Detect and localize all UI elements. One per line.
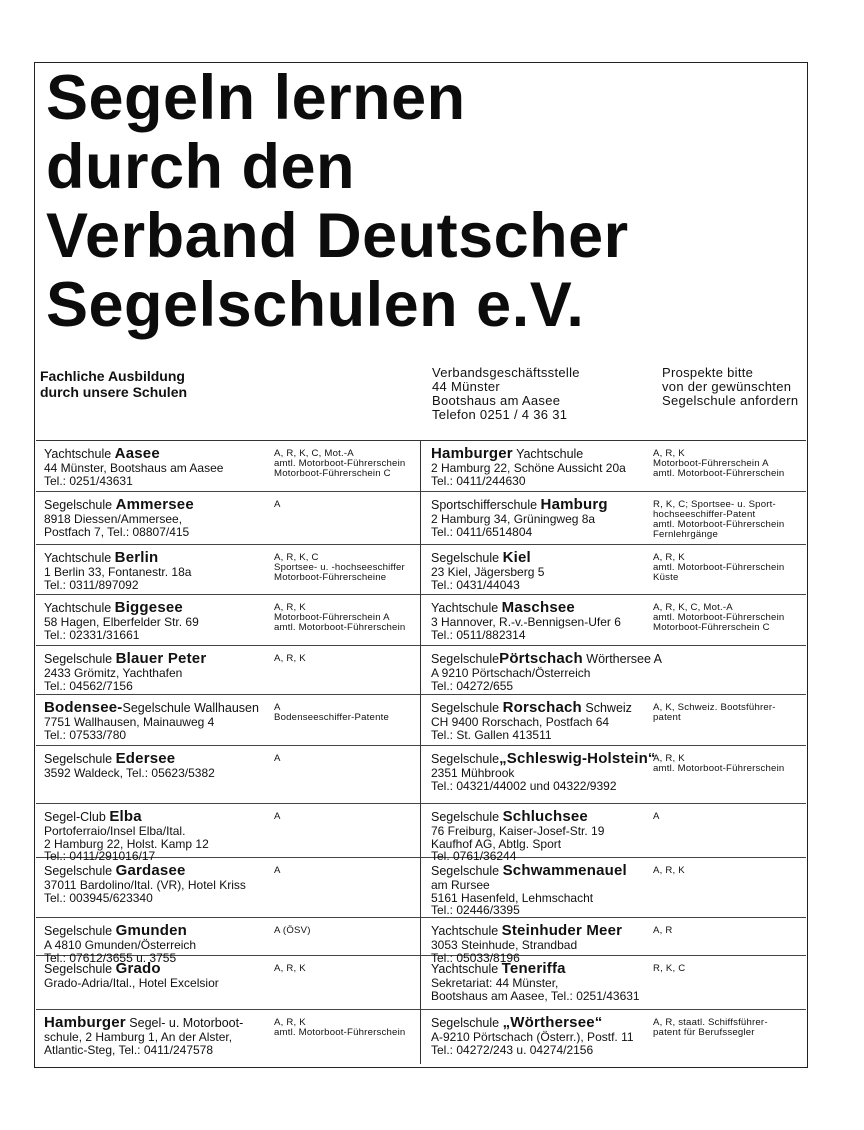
school-title-prefix: Segelschule [431, 810, 503, 824]
school-address-line: Tel.: 0311/897092 [44, 577, 139, 592]
school-title-suffix: Yachtschule [512, 447, 584, 461]
school-address-line: Bootshaus am Aasee, Tel.: 0251/43631 [431, 988, 640, 1003]
school-qualifications [653, 553, 799, 583]
school-title [431, 650, 663, 667]
school-title-prefix: Yachtschule [44, 551, 115, 565]
school-title-prefix: Yachtschule [431, 962, 502, 976]
school-qualifications [653, 812, 799, 822]
school-address-line: Tel.: 04272/655 [431, 678, 514, 693]
school-address-line: Tel.: 0411/244630 [431, 473, 526, 488]
qualification-line: A, K, Schweiz. Bootsführer- [653, 702, 776, 713]
school-address-line: 58 Hagen, Elberfelder Str. 69 [44, 615, 199, 629]
school-title [44, 446, 274, 462]
qualification-line: A, R, K, C, Mot.-A [653, 602, 733, 613]
school-info [431, 446, 659, 487]
school-title [431, 961, 659, 977]
school-info [44, 961, 274, 990]
school-qualifications [653, 866, 799, 876]
training-note-line: durch unsere Schulen [40, 384, 188, 400]
school-title-suffix: Segelschule Wallhausen [122, 701, 259, 715]
school-info [44, 751, 274, 780]
school-address-line: 2 Hamburg 22, Schöne Aussicht 20a [431, 461, 626, 475]
school-info [431, 497, 659, 538]
school-address-line: 2 Hamburg 34, Grüningweg 8a [431, 512, 596, 526]
school-info [44, 863, 274, 904]
school-title [44, 700, 274, 716]
school-entry [36, 956, 421, 1010]
school-title [44, 600, 274, 616]
brochure-note-line: von der gewünschten [662, 379, 792, 394]
school-address-line: Tel.: St. Gallen 413511 [431, 727, 552, 742]
office-address-line: Bootshaus am Aasee [432, 393, 561, 408]
school-info [431, 1015, 659, 1056]
school-address-line: Portoferraio/Insel Elba/Ital. [44, 824, 186, 838]
school-address-line: Tel.: 07612/3655 u. 3755 [44, 950, 177, 965]
school-address-line: Tel.: 05033/8196 [431, 950, 520, 965]
school-entry [36, 918, 421, 965]
school-name: Gardasee [115, 862, 186, 879]
qualification-line: hochseeschiffer-Patent [653, 509, 756, 520]
school-title-prefix: Yachtschule [431, 924, 502, 938]
school-entry [36, 646, 421, 695]
school-title [44, 550, 274, 566]
school-title-prefix: Segelschule [431, 1016, 503, 1030]
school-entry [421, 918, 806, 965]
qualification-line: patent [653, 712, 681, 723]
school-name: Grado [115, 960, 161, 977]
office-address-line: Verbandsgeschäftsstelle [432, 365, 580, 380]
qualification-line: Motorboot-Führerschein C [274, 468, 391, 479]
school-qualifications [274, 703, 420, 723]
school-entry [36, 804, 421, 863]
school-address-line: A-9210 Pörtschach (Österr.), Postf. 11 [431, 1030, 634, 1044]
qualification-line: Motorboot-Führerschein C [653, 622, 770, 633]
school-title-prefix: Segelschule [431, 864, 503, 878]
school-address-line: A 4810 Gmunden/Österreich [44, 938, 197, 952]
qualification-line: A, R, K, C [274, 552, 319, 563]
school-title [431, 863, 659, 879]
school-address-line: Tel.: 02446/3395 [431, 903, 520, 917]
qualification-line: A [274, 753, 281, 764]
school-entry [421, 595, 806, 646]
school-address-line: 3592 Waldeck, Tel.: 05623/5382 [44, 766, 215, 780]
school-name: Teneriffa [501, 960, 566, 977]
school-address-line: Tel.: 0511/882314 [431, 627, 526, 642]
headline-line: Segelschulen e.V. [46, 270, 585, 340]
school-name: Hamburger [44, 1014, 126, 1031]
school-qualifications [274, 603, 420, 633]
school-qualifications [274, 449, 420, 479]
school-entry [36, 441, 421, 492]
school-title-prefix: Yachtschule [44, 601, 115, 615]
school-qualifications [653, 964, 799, 974]
school-name: Kiel [502, 549, 531, 566]
school-title [431, 497, 659, 513]
qualification-line: Motorboot-Führerscheine [274, 572, 387, 583]
school-entry [421, 441, 806, 492]
school-title [431, 1015, 659, 1031]
qualification-line: A, R, K [274, 602, 306, 613]
school-title [431, 809, 659, 825]
school-address-line: schule, 2 Hamburg 1, An der Alster, [44, 1030, 233, 1044]
school-title-prefix: Segelschule [44, 864, 116, 878]
headline-line: Verband Deutscher [46, 201, 629, 271]
brochure-note-line: Segelschule anfordern [662, 393, 799, 408]
school-address-line: 23 Kiel, Jägersberg 5 [431, 565, 545, 579]
school-entry [421, 804, 806, 863]
school-title-prefix: Segelschule [44, 962, 116, 976]
school-address-line: 2 Hamburg 22, Holst. Kamp 12 [44, 836, 209, 851]
qualification-line: R, K, C [653, 963, 686, 974]
office-address-line: Telefon 0251 / 4 36 31 [432, 407, 568, 422]
qualification-line: A (ÖSV) [274, 925, 311, 936]
school-entry [421, 858, 806, 918]
school-title-prefix: Segelschule [44, 752, 116, 766]
school-address-line: Sekretariat: 44 Münster, [431, 976, 559, 990]
school-qualifications [653, 926, 799, 936]
school-entry [421, 492, 806, 545]
school-address-line: Tel.: 0411/291016/17 [44, 849, 156, 863]
headline-line: Segeln lernen [46, 63, 466, 133]
school-address-line: Tel.: 07533/780 [44, 727, 127, 742]
school-entry [36, 492, 421, 545]
school-title [431, 700, 659, 716]
school-info [44, 651, 274, 692]
qualification-line: amtl. Motorboot-Führerschein [274, 1027, 406, 1038]
school-directory [36, 440, 806, 1064]
school-address-line: 37011 Bardolino/Ital. (VR), Hotel Kriss [44, 878, 246, 892]
school-entry [421, 545, 806, 595]
office-address [432, 366, 580, 422]
school-info [44, 809, 274, 863]
school-name: Hamburg [540, 496, 608, 513]
school-info [431, 650, 663, 693]
school-address-line: CH 9400 Rorschach, Postfach 64 [431, 715, 610, 729]
school-title-prefix: Segelschule [431, 652, 500, 666]
school-name: Hamburger [431, 445, 513, 462]
qualification-line: Bodenseeschiffer-Patente [274, 712, 390, 723]
school-address-line: Atlantic-Steg, Tel.: 0411/247578 [44, 1042, 214, 1057]
qualification-line: Motorboot-Führerschein A [274, 612, 390, 623]
school-address-line: Tel. 0761/36244 [431, 849, 517, 863]
school-name: Aasee [114, 445, 160, 462]
qualification-line: amtl. Motorboot-Führerschein [274, 458, 406, 469]
qualification-line: amtl. Motorboot-Führerschein [653, 612, 785, 623]
school-qualifications [274, 812, 420, 822]
school-entry [421, 956, 806, 1010]
school-address-line: 2351 Mühbrook [431, 766, 515, 780]
qualification-line: A [274, 499, 281, 510]
school-title-prefix: Sportschifferschule [431, 498, 541, 512]
school-title-prefix: Segelschule [431, 701, 503, 715]
school-name: Maschsee [501, 599, 575, 616]
qualification-line: R, K, C; Sportsee- u. Sport- [653, 499, 776, 510]
school-qualifications [274, 654, 420, 664]
school-entry [421, 746, 806, 804]
qualification-line: amtl. Motorboot-Führerschein [653, 562, 785, 573]
school-qualifications [274, 866, 420, 876]
school-address-line: Kaufhof AG, Abtlg. Sport [431, 836, 562, 851]
school-name: Bodensee- [44, 699, 123, 716]
school-info [431, 600, 659, 641]
qualification-line: patent für Berufssegler [653, 1027, 755, 1038]
school-entry [36, 858, 421, 918]
brochure-note [662, 366, 798, 408]
school-info [44, 700, 274, 741]
school-info [44, 600, 274, 641]
school-address-line: Tel.: 0431/44043 [431, 577, 520, 592]
school-address-line: 5161 Hasenfeld, Lehmschacht [431, 890, 594, 905]
school-address-line: Tel.: 0411/6514804 [431, 524, 533, 539]
school-title-prefix: Segel-Club [44, 810, 110, 824]
qualification-line: A [274, 865, 281, 876]
school-address-line: 1 Berlin 33, Fontanestr. 18a [44, 565, 192, 579]
training-note [40, 368, 187, 400]
school-address-line: 8918 Diessen/Ammersee, [44, 512, 183, 526]
qualification-line: A, R, K [274, 653, 306, 664]
school-entry [36, 746, 421, 804]
qualification-line: A, R, K [653, 865, 685, 876]
qualification-line: A, R, K [653, 753, 685, 764]
school-qualifications [653, 703, 799, 723]
qualification-line: A, R, K [274, 1017, 306, 1028]
qualification-line: A, R, staatl. Schiffsführer- [653, 1017, 768, 1028]
school-address-line: Grado-Adria/Ital., Hotel Excelsior [44, 976, 219, 990]
school-qualifications [274, 964, 420, 974]
school-title [44, 863, 274, 879]
school-title-prefix: Segelschule [431, 752, 500, 766]
qualification-line: amtl. Motorboot-Führerschein [274, 622, 406, 633]
qualification-line: amtl. Motorboot-Führerschein [653, 468, 785, 479]
school-address-line: Tel.: 04272/243 u. 04274/2156 [431, 1042, 594, 1057]
qualification-line: Fernlehrgänge [653, 529, 719, 540]
qualification-line: Motorboot-Führerschein A [653, 458, 769, 469]
school-qualifications [653, 754, 799, 774]
school-qualifications [653, 603, 799, 633]
school-title [431, 446, 659, 462]
school-title-suffix: Schweiz [581, 701, 632, 715]
school-qualifications [653, 449, 799, 479]
school-address-line: 3053 Steinhude, Strandbad [431, 938, 578, 952]
school-address-line: Tel.: 04562/7156 [44, 678, 133, 693]
school-title [431, 751, 659, 767]
school-info [431, 700, 659, 741]
school-address-line: 44 Münster, Bootshaus am Aasee [44, 461, 224, 475]
qualification-line: A, R, K [653, 552, 685, 563]
office-address-line: 44 Münster [432, 379, 501, 394]
qualification-line: amtl. Motorboot-Führerschein [653, 519, 785, 530]
school-name: Steinhuder Meer [501, 922, 623, 939]
school-name: Edersee [115, 750, 176, 767]
qualification-line: Küste [653, 572, 679, 583]
school-name: Biggesee [114, 599, 183, 616]
school-qualifications [274, 754, 420, 764]
school-title-prefix: Segelschule [44, 498, 116, 512]
school-name: Pörtschach [499, 650, 583, 667]
school-name: Rorschach [502, 699, 582, 716]
school-title-suffix: Wörthersee A [582, 652, 663, 666]
qualification-line: A, R, K, C, Mot.-A [274, 448, 354, 459]
qualification-line: A, R [653, 925, 673, 936]
school-entry [421, 646, 806, 695]
headline [46, 64, 629, 340]
school-title-prefix: Segelschule [431, 551, 503, 565]
school-title [431, 923, 659, 939]
school-qualifications [653, 500, 799, 540]
headline-line: durch den [46, 132, 356, 202]
school-name: Berlin [114, 549, 159, 566]
school-title [44, 651, 274, 667]
school-address-line: 76 Freiburg, Kaiser-Josef-Str. 19 [431, 824, 605, 838]
school-qualifications [274, 500, 420, 510]
school-address-line: Tel.: 04321/44002 und 04322/9392 [431, 778, 617, 793]
qualification-line: A, R, K [274, 963, 306, 974]
school-entry [36, 595, 421, 646]
school-name: Gmunden [115, 922, 187, 939]
training-note-line: Fachliche Ausbildung [40, 368, 185, 384]
school-title-suffix: Segel- u. Motorboot- [125, 1016, 244, 1030]
qualification-line: amtl. Motorboot-Führerschein [653, 763, 785, 774]
school-entry [36, 1010, 421, 1064]
school-entry [36, 695, 421, 746]
school-name: Blauer Peter [115, 650, 207, 667]
qualification-line: A [274, 702, 281, 713]
school-name: Ammersee [115, 496, 194, 513]
school-title-prefix: Segelschule [44, 652, 116, 666]
school-title [44, 1015, 274, 1031]
school-info [44, 497, 274, 538]
school-info [431, 809, 659, 863]
school-title [44, 961, 274, 977]
school-title-prefix: Segelschule [44, 924, 116, 938]
school-title-prefix: Yachtschule [431, 601, 502, 615]
school-qualifications [274, 926, 420, 936]
school-entry [421, 1010, 806, 1064]
school-name: Schwammenauel [502, 862, 627, 879]
school-title [431, 600, 659, 616]
school-title [44, 497, 274, 513]
qualification-line: A [274, 811, 281, 822]
school-title [44, 751, 274, 767]
school-name: „Schleswig-Holstein“ [499, 750, 656, 767]
school-address-line: 3 Hannover, R.-v.-Bennigsen-Ufer 6 [431, 615, 621, 629]
qualification-line: A, R, K [653, 448, 685, 459]
school-name: Schluchsee [502, 808, 588, 825]
school-address-line: Postfach 7, Tel.: 08807/415 [44, 524, 190, 539]
school-info [431, 550, 659, 591]
qualification-line: Sportsee- u. -hochseeschiffer [274, 562, 405, 573]
school-address-line: 7751 Wallhausen, Mainauweg 4 [44, 715, 215, 729]
school-info [44, 446, 274, 487]
school-info [44, 550, 274, 591]
school-title [431, 550, 659, 566]
school-title-prefix: Yachtschule [44, 447, 115, 461]
school-address-line: A 9210 Pörtschach/Österreich [431, 666, 591, 680]
school-info [431, 961, 659, 1002]
school-address-line: 2433 Grömitz, Yachthafen [44, 666, 183, 680]
school-qualifications [274, 553, 420, 583]
school-title [44, 923, 274, 939]
qualification-line: A [653, 811, 660, 822]
school-name: Elba [109, 808, 142, 825]
school-qualifications [274, 1018, 420, 1038]
school-info [431, 863, 659, 917]
school-address-line: Tel.: 02331/31661 [44, 627, 140, 642]
school-name: „Wörthersee“ [502, 1014, 603, 1031]
school-address-line: Tel.: 003945/623340 [44, 890, 153, 905]
brochure-note-line: Prospekte bitte [662, 365, 754, 380]
school-info [44, 1015, 274, 1056]
school-info [431, 751, 659, 792]
school-address-line: Tel.: 0251/43631 [44, 473, 133, 488]
school-entry [421, 695, 806, 746]
school-address-line: am Rursee [431, 878, 490, 892]
school-qualifications [653, 1018, 799, 1038]
school-title [44, 809, 274, 825]
school-entry [36, 545, 421, 595]
